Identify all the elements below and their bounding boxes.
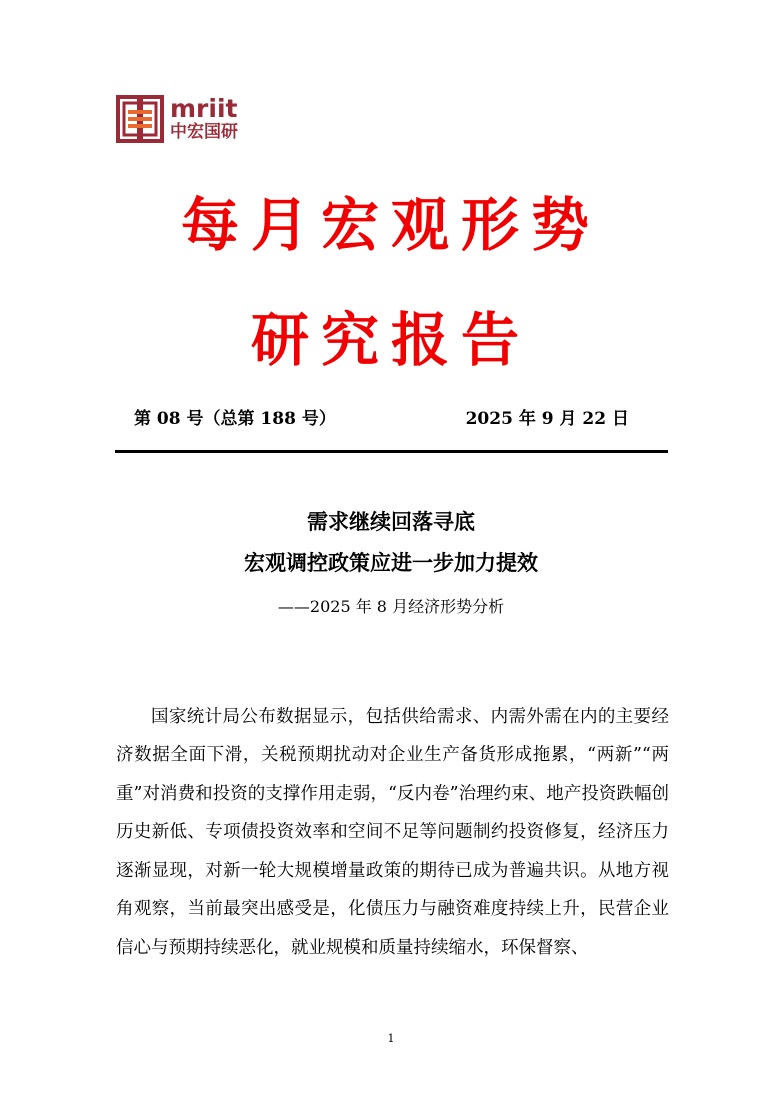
report-title-line1: 每月宏观形势	[180, 191, 601, 259]
article-headline-1: 需求继续回落寻底	[307, 509, 475, 534]
report-title-line2: 研究报告	[250, 306, 531, 374]
article-headline-2: 宏观调控政策应进一步加力提效	[244, 550, 538, 575]
header-divider	[115, 450, 668, 453]
page-number: 1	[387, 1032, 395, 1045]
body-paragraph: 国家统计局公布数据显示，包括供给需求、内需外需在内的主要经济数据全面下滑，关税预期扰动对企业生产备货形成拖累，“两新”“两重”对消费和投资的支撑作用走弱，“反内卷”治理约束、地产投资跌幅创历史新低、专项债投资效率和空间不足等问题制约投资修复，经济压力逐渐显现，对新一轮大规模增量政策的期待已成为普遍共识。从地方视角观察，当前最突出感受是，化债压力与融资难度持续上升，民营企业信心与预期持续恶化，就业规模和质量持续缩水，环保督察、	[116, 706, 669, 958]
logo-brand-en: mriit	[170, 94, 238, 123]
logo	[116, 95, 238, 143]
logo-brand-cn: 中宏国研	[170, 122, 238, 142]
mriit-logo-icon	[116, 95, 164, 143]
article-subtitle: ——2025 年 8 月经济形势分析	[277, 597, 505, 616]
issue-number: 第 08 号（总第 188 号）	[134, 409, 336, 429]
issue-date: 2025 年 9 月 22 日	[465, 409, 629, 429]
